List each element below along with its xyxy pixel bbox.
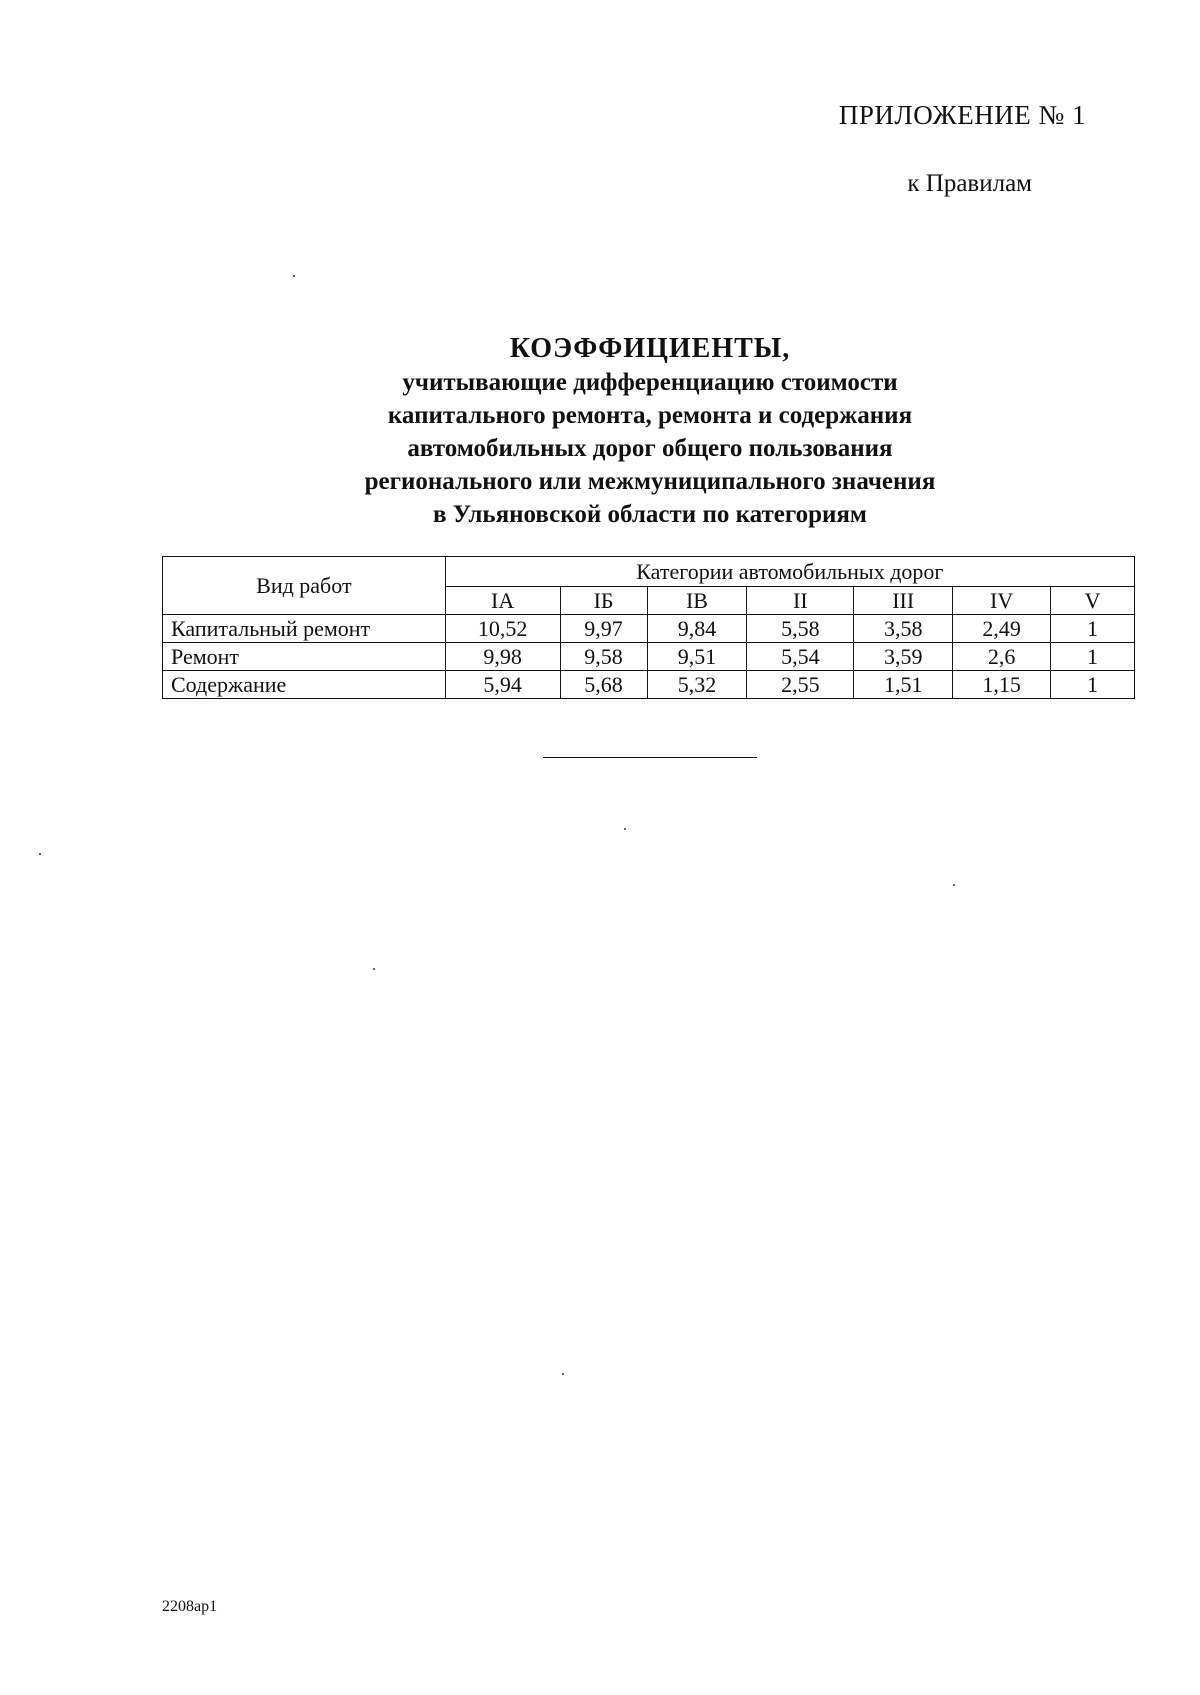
column-header: IБ <box>560 587 647 615</box>
title-line: автомобильных дорог общего пользования <box>407 435 893 462</box>
table-cell: 9,97 <box>560 615 647 643</box>
category-group-header: Категории автомобильных дорог <box>445 557 1134 587</box>
table-cell: 9,84 <box>647 615 747 643</box>
table-cell: 2,6 <box>953 643 1051 671</box>
row-label: Содержание <box>163 671 446 699</box>
appendix-reference: к Правилам <box>907 170 1032 197</box>
table-row <box>163 643 1135 671</box>
table-header-row <box>163 557 1135 587</box>
row-label: Ремонт <box>163 643 446 671</box>
table-cell: 2,49 <box>953 615 1051 643</box>
scan-speck <box>562 1373 564 1375</box>
scan-speck <box>953 884 955 886</box>
document-code: 2208ар1 <box>162 1598 218 1615</box>
table-cell: 2,55 <box>747 671 854 699</box>
table-cell: 5,32 <box>647 671 747 699</box>
separator-line <box>543 757 757 758</box>
title-line: учитывающие дифференциацию стоимости <box>402 369 898 396</box>
column-header: IВ <box>647 587 747 615</box>
table-cell: 1 <box>1051 671 1135 699</box>
title-line: регионального или межмуниципального значения <box>364 468 936 495</box>
table-cell: 5,68 <box>560 671 647 699</box>
table-cell: 1,15 <box>953 671 1051 699</box>
title-line: в Ульяновской области по категориям <box>433 501 867 528</box>
table-cell: 1 <box>1051 643 1135 671</box>
table-cell: 3,58 <box>854 615 953 643</box>
column-header: V <box>1051 587 1135 615</box>
table-cell: 5,54 <box>747 643 854 671</box>
document-title <box>150 332 1150 531</box>
table-cell: 10,52 <box>445 615 560 643</box>
table-row <box>163 615 1135 643</box>
scan-speck <box>624 828 626 830</box>
table-row <box>163 671 1135 699</box>
coefficients-table <box>162 556 1135 699</box>
table-cell: 9,58 <box>560 643 647 671</box>
table-cell: 3,59 <box>854 643 953 671</box>
table-cell: 5,58 <box>747 615 854 643</box>
appendix-number: ПРИЛОЖЕНИЕ № 1 <box>838 100 1086 130</box>
table-cell: 9,51 <box>647 643 747 671</box>
scan-speck <box>373 968 375 970</box>
column-header: IА <box>445 587 560 615</box>
column-header: II <box>747 587 854 615</box>
title-main: КОЭФФИЦИЕНТЫ, <box>509 333 791 364</box>
table-cell: 1 <box>1051 615 1135 643</box>
column-header: IV <box>953 587 1051 615</box>
scan-speck <box>39 853 41 855</box>
table-cell: 5,94 <box>445 671 560 699</box>
row-label: Капитальный ремонт <box>163 615 446 643</box>
table-cell: 9,98 <box>445 643 560 671</box>
scan-speck <box>293 275 295 277</box>
row-header: Вид работ <box>163 557 446 615</box>
column-header: III <box>854 587 953 615</box>
table-cell: 1,51 <box>854 671 953 699</box>
title-line: капитального ремонта, ремонта и содержания <box>387 402 913 429</box>
